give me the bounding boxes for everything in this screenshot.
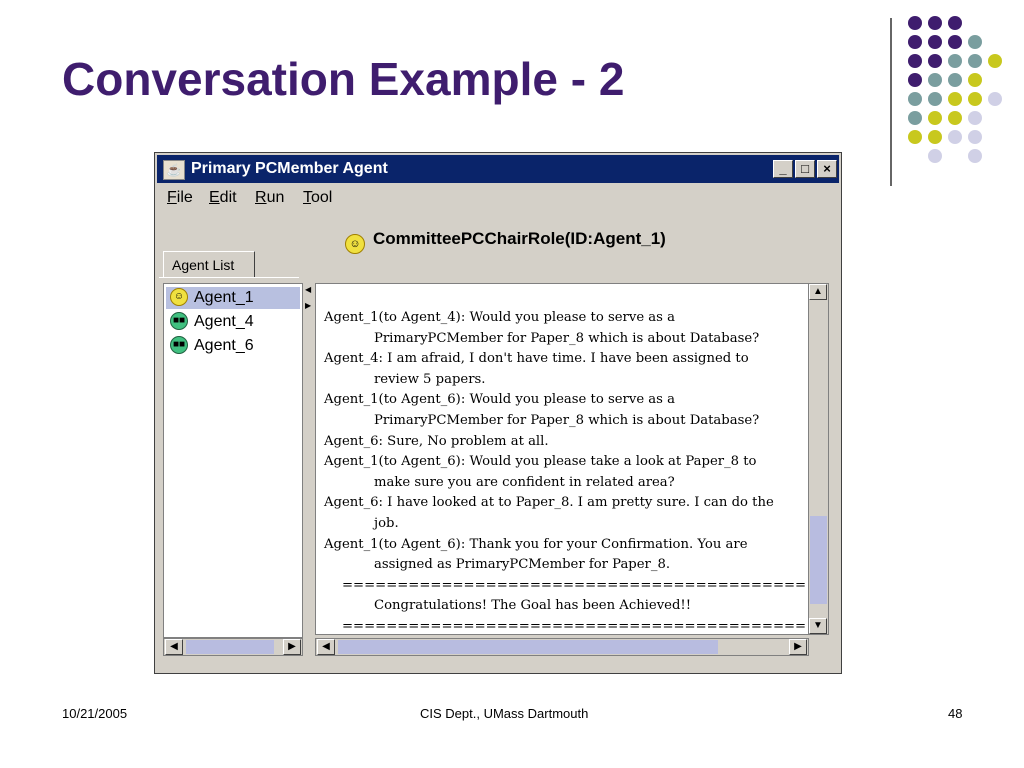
window-title: Primary PCMember Agent bbox=[191, 160, 388, 177]
conversation-text bbox=[324, 308, 807, 635]
footer-page-number: 48 bbox=[948, 706, 963, 721]
conversation-vscrollbar[interactable] bbox=[808, 284, 828, 634]
menu-tool[interactable]: Tool bbox=[303, 189, 333, 206]
sunglasses-face-icon: ■■ bbox=[170, 312, 188, 330]
conversation-line: Agent_6: I have looked at to Paper_8. I am pretty sure. I can do the bbox=[324, 495, 774, 511]
scroll-thumb[interactable] bbox=[810, 516, 827, 604]
role-header bbox=[345, 229, 666, 254]
conversation-line: Agent_1(to Agent_6): Thank you for your Confirmation. You are bbox=[324, 536, 748, 552]
agent-window bbox=[154, 152, 842, 674]
list-item-agent-4[interactable]: ■■ Agent_4 bbox=[166, 311, 300, 333]
scroll-right-icon[interactable]: ▶ bbox=[283, 639, 301, 655]
menubar bbox=[157, 185, 839, 209]
decorative-divider bbox=[890, 18, 892, 186]
scroll-thumb[interactable] bbox=[186, 640, 274, 654]
scroll-thumb[interactable] bbox=[338, 640, 718, 654]
agent-list-hscrollbar[interactable] bbox=[163, 638, 303, 656]
conversation-line: ========================================== bbox=[342, 618, 807, 634]
conversation-line: PrimaryPCMember for Paper_8 which is about Database? bbox=[374, 412, 760, 428]
role-label: CommitteePCChairRole(ID:Agent_1) bbox=[373, 229, 666, 248]
footer-date: 10/21/2005 bbox=[62, 706, 128, 721]
tab-agent-list[interactable]: Agent List bbox=[163, 251, 255, 277]
conversation-line: Agent_1(to Agent_6): Would you please take a look at Paper_8 to bbox=[324, 454, 757, 470]
decorative-dot-grid bbox=[906, 12, 1016, 172]
scroll-down-icon[interactable]: ▼ bbox=[809, 618, 827, 634]
close-icon[interactable]: × bbox=[817, 160, 837, 178]
smiley-face-icon: ☺ bbox=[345, 234, 365, 254]
minimize-icon[interactable]: _ bbox=[773, 160, 793, 178]
tab-divider bbox=[159, 277, 299, 278]
menu-run[interactable]: Run bbox=[255, 189, 285, 206]
list-item-agent-6[interactable]: ■■ Agent_6 bbox=[166, 335, 300, 357]
conversation-log[interactable] bbox=[315, 283, 829, 635]
conversation-line: job. bbox=[374, 515, 399, 531]
conversation-line: ========================================== bbox=[342, 577, 807, 593]
menu-file[interactable]: File bbox=[167, 189, 193, 206]
scroll-left-icon[interactable]: ◀ bbox=[317, 639, 335, 655]
scroll-right-icon[interactable]: ▶ bbox=[789, 639, 807, 655]
menu-edit[interactable]: Edit bbox=[209, 189, 237, 206]
conversation-line: PrimaryPCMember for Paper_8 which is about Database? bbox=[374, 330, 760, 346]
conversation-line: Agent_1(to Agent_4): Would you please to serve as a bbox=[324, 310, 675, 325]
conversation-line: Congratulations! The Goal has been Achieved!! bbox=[374, 598, 692, 614]
scroll-left-icon[interactable]: ◀ bbox=[165, 639, 183, 655]
app-icon: ☕ bbox=[163, 160, 185, 180]
slide-title: Conversation Example - 2 bbox=[62, 53, 625, 105]
conversation-line: Agent_4: I am afraid, I don't have time. I have been assigned to bbox=[324, 351, 749, 367]
conversation-line: Agent_6: Sure, No problem at all. bbox=[324, 433, 549, 449]
collapse-left-icon[interactable]: ◀ bbox=[305, 285, 312, 294]
footer-center: CIS Dept., UMass Dartmouth bbox=[420, 706, 589, 721]
smiley-face-icon: ☺ bbox=[170, 288, 188, 306]
window-titlebar[interactable] bbox=[157, 155, 839, 183]
sunglasses-face-icon: ■■ bbox=[170, 336, 188, 354]
conversation-hscrollbar[interactable] bbox=[315, 638, 809, 656]
list-item-agent-1[interactable]: ☺ Agent_1 bbox=[166, 287, 300, 309]
conversation-line: Agent_1(to Agent_6): Would you please to serve as a bbox=[324, 392, 675, 408]
split-pane-divider[interactable] bbox=[303, 283, 315, 657]
scroll-up-icon[interactable]: ▲ bbox=[809, 284, 827, 300]
maximize-icon[interactable]: □ bbox=[795, 160, 815, 178]
agent-list bbox=[163, 283, 303, 638]
conversation-line: review 5 papers. bbox=[374, 371, 486, 387]
conversation-line: assigned as PrimaryPCMember for Paper_8. bbox=[374, 557, 671, 573]
conversation-line: make sure you are confident in related area? bbox=[374, 474, 675, 490]
expand-right-icon[interactable]: ▶ bbox=[305, 301, 312, 310]
